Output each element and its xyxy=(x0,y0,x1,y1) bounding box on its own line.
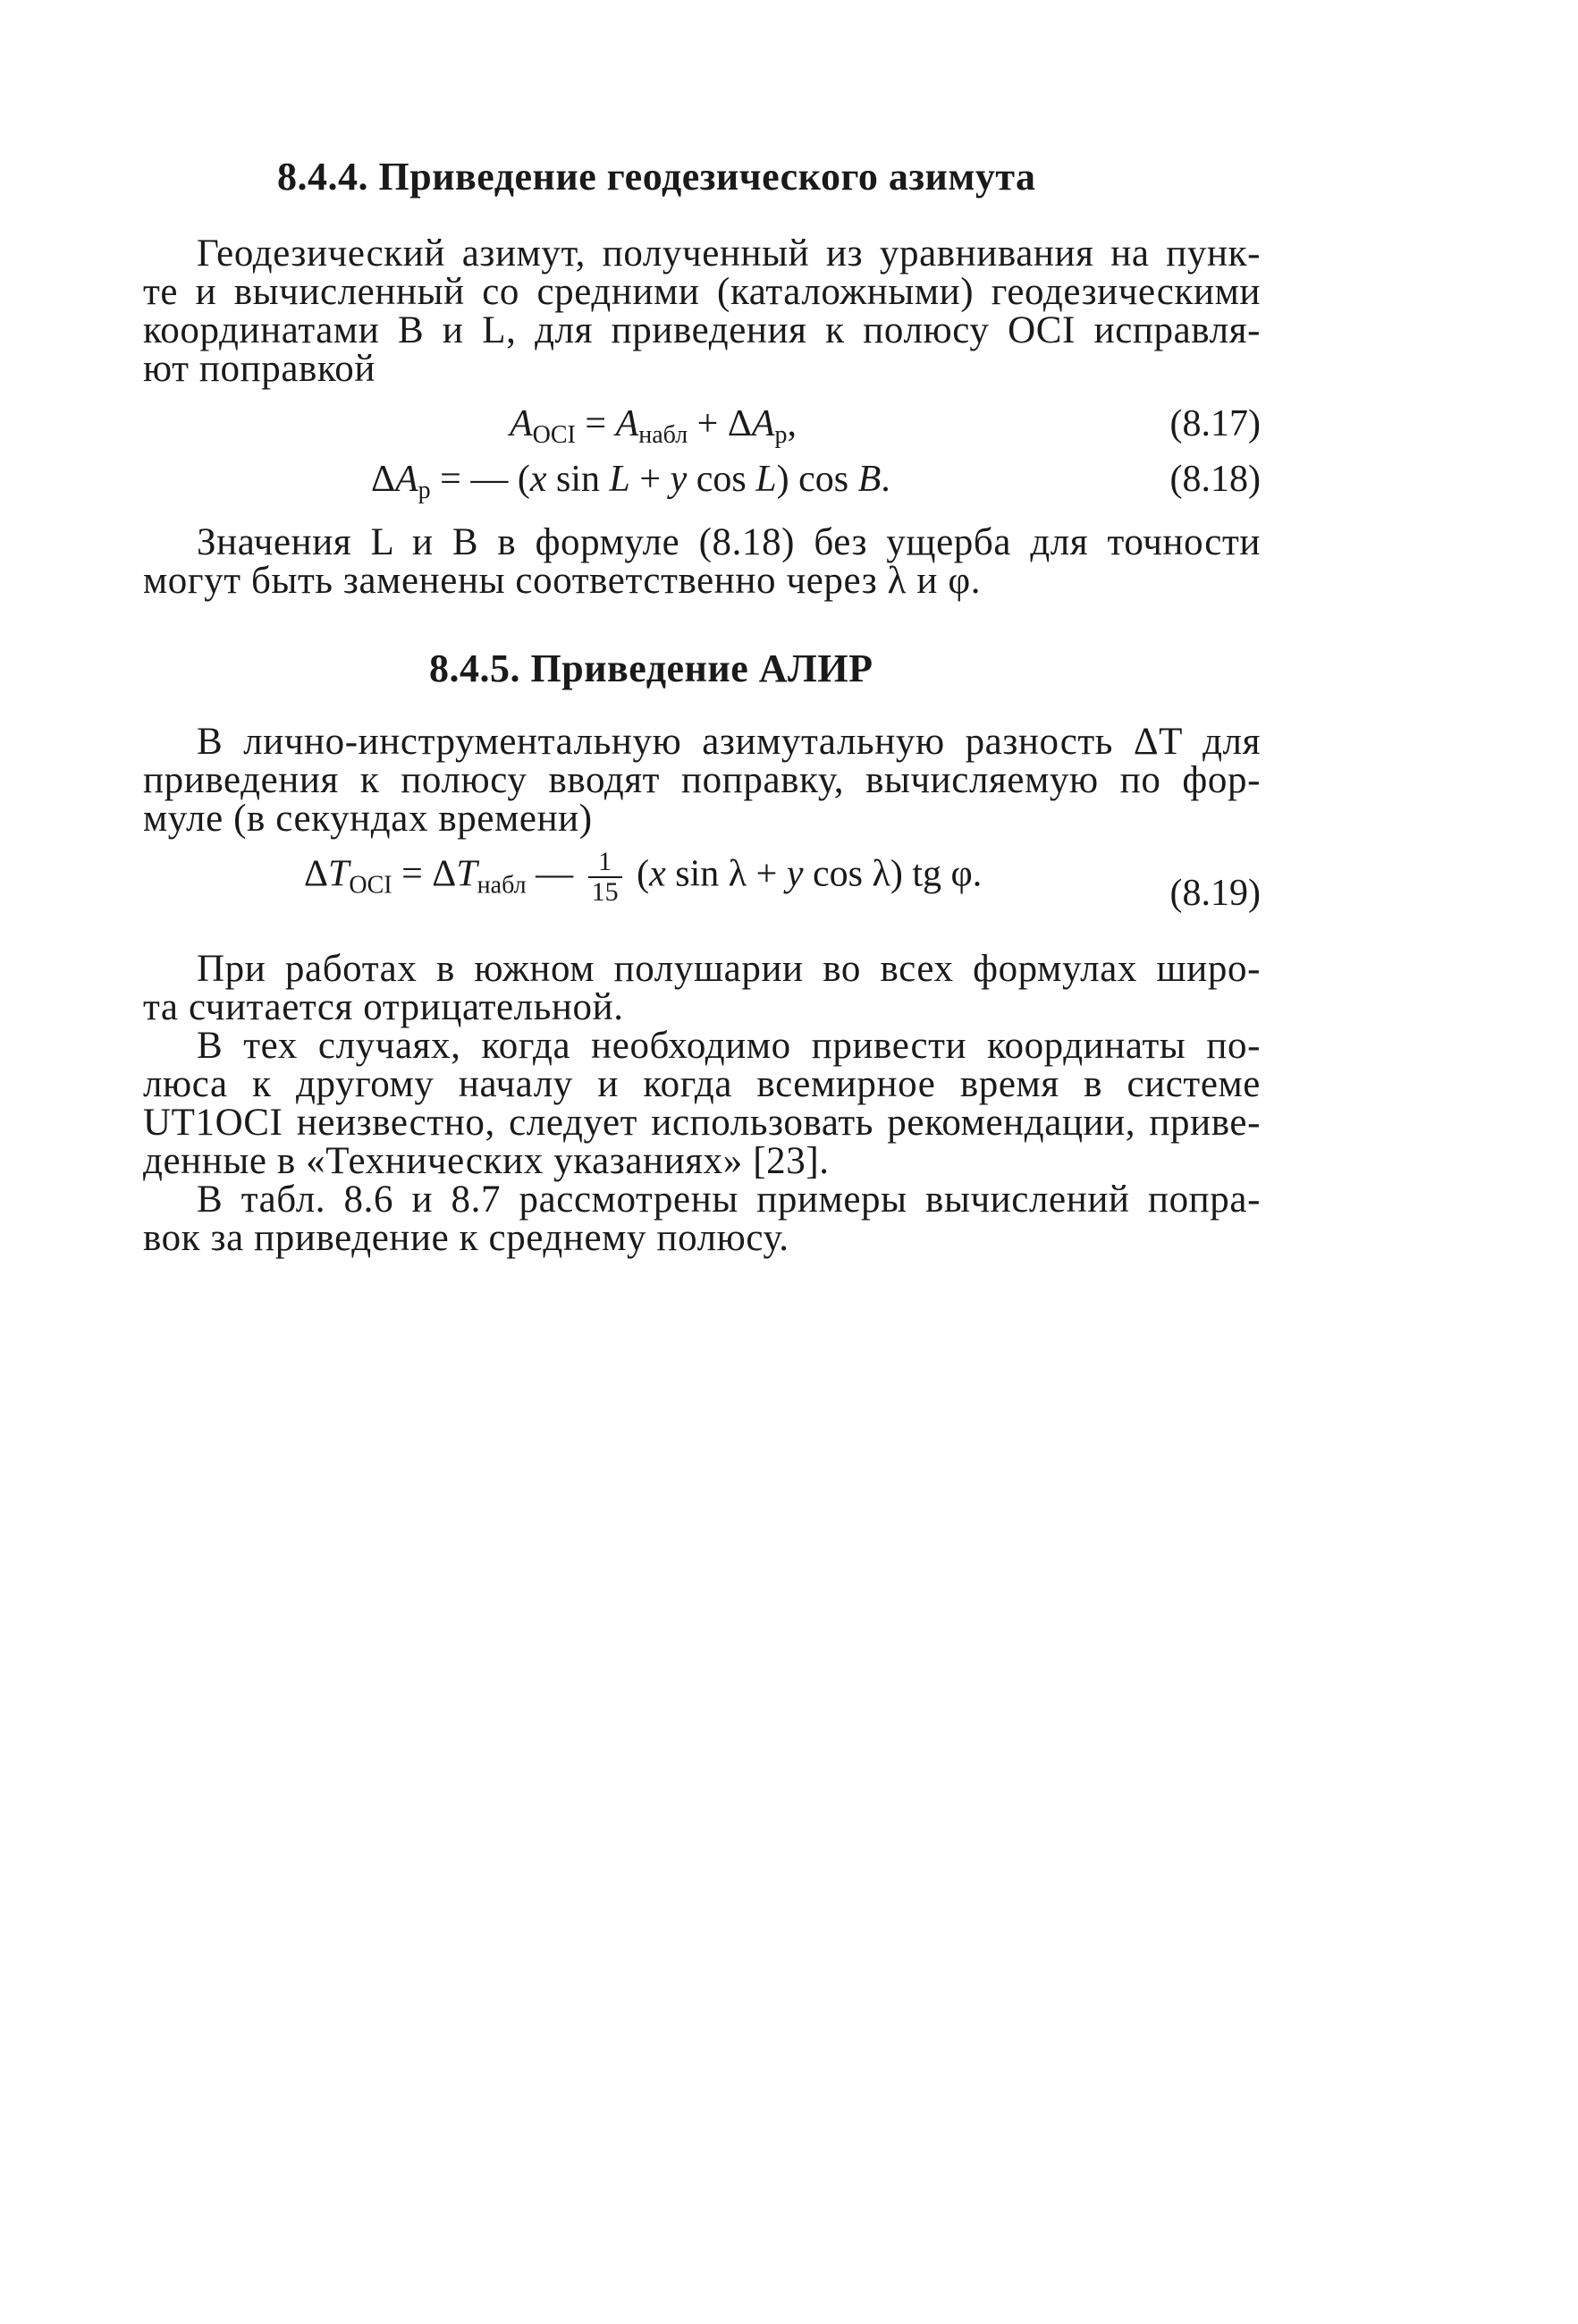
text-line: денные в «Технических указаниях» [23]. xyxy=(143,1140,830,1182)
text-line: координатами B и L, для приведения к полюсу OCI исправля- xyxy=(143,309,1261,351)
text-line: те и вычисленный со средними (каталожными) геодезическими xyxy=(143,271,1261,313)
equation-number-8-19: (8.19) xyxy=(1169,873,1261,914)
section-heading-844: 8.4.4. Приведение геодезического азимута xyxy=(277,155,1036,199)
text-line: При работах в южном полушарии во всех формулах широ- xyxy=(197,948,1261,990)
text-line: приведения к полюсу вводят поправку, вычисляемую по фор- xyxy=(143,759,1261,801)
paragraph-other-origin xyxy=(143,1027,1261,1180)
text-line: могут быть заменены соответственно через λ и φ. xyxy=(143,560,982,602)
section-heading-845: 8.4.5. Приведение АЛИР xyxy=(429,646,873,690)
text-line: В лично-инструментальную азимутальную разность ΔT для xyxy=(197,721,1261,763)
formula-8-18: $\Delta A_р$ = — (x sin L + y cos L) cos B. xyxy=(371,459,890,504)
fraction-one-fifteenth: $\frac{1}{15}$ xyxy=(588,848,622,907)
equation-number-8-18: (8.18) xyxy=(1169,459,1261,500)
text-line: В тех случаях, когда необходимо привести координаты по- xyxy=(197,1025,1261,1067)
text-line: UT1OCI неизвестно, следует использовать рекомендации, приве- xyxy=(143,1102,1261,1144)
paragraph-geodetic-azimuth xyxy=(143,234,1261,388)
text-line: В табл. 8.6 и 8.7 рассмотрены примеры вычислений попра- xyxy=(197,1179,1261,1221)
text-line: муле (в секундах времени) xyxy=(143,798,593,840)
paragraph-southern-hemisphere xyxy=(143,950,1261,1027)
text-line: Геодезический азимут, полученный из уравнивания на пунк- xyxy=(197,232,1261,275)
formula-8-17: $A_{OCI} = A_{набл} + \Delta A_р$, xyxy=(510,403,797,449)
text-line: та считается отрицательной. xyxy=(143,986,624,1028)
paragraph-tables-reference xyxy=(143,1180,1261,1257)
formula-8-19: $\Delta T_{OCI} = \Delta T_{набл}$ — $\frac{1}{15}$ (x sin λ + y cos λ) tg φ. xyxy=(304,847,983,907)
equation-number-8-17: (8.17) xyxy=(1169,403,1261,444)
text-line: ют поправкой xyxy=(143,348,376,390)
text-line: Значения L и B в формуле (8.18) без ущерба для точности xyxy=(197,521,1261,563)
text-line: люса к другому началу и когда всемирное время в системе xyxy=(143,1063,1261,1105)
paragraph-alir xyxy=(143,723,1261,838)
text-line: вок за приведение к среднему полюсу. xyxy=(143,1217,789,1259)
paragraph-substitution-note xyxy=(143,523,1261,600)
